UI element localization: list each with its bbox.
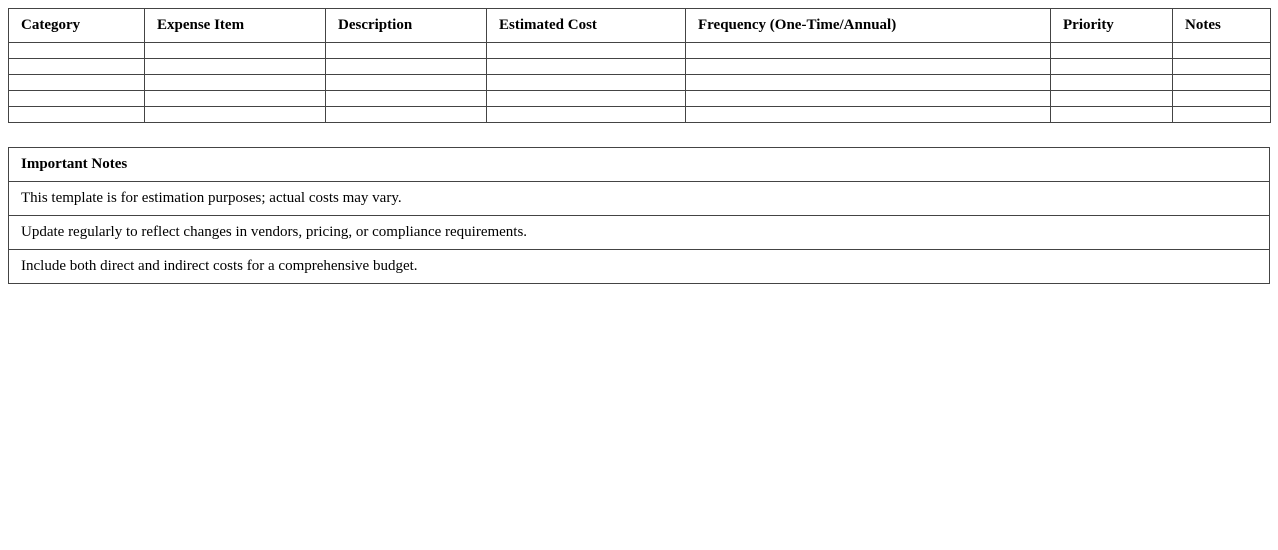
table-cell[interactable] (326, 107, 487, 123)
column-header-priority: Priority (1051, 9, 1173, 43)
table-cell[interactable] (1173, 75, 1271, 91)
table-cell[interactable] (1051, 43, 1173, 59)
table-cell[interactable] (487, 107, 686, 123)
table-row (9, 75, 1271, 91)
table-cell[interactable] (1173, 107, 1271, 123)
table-cell[interactable] (487, 75, 686, 91)
notes-title: Important Notes (9, 148, 1270, 182)
notes-row (9, 216, 1270, 250)
table-cell[interactable] (1173, 91, 1271, 107)
table-cell[interactable] (686, 91, 1051, 107)
table-cell[interactable] (145, 91, 326, 107)
table-cell[interactable] (1173, 59, 1271, 75)
important-notes-table (8, 147, 1270, 284)
table-cell[interactable] (1051, 107, 1173, 123)
column-header-estimated-cost: Estimated Cost (487, 9, 686, 43)
table-cell[interactable] (9, 43, 145, 59)
table-cell[interactable] (1051, 75, 1173, 91)
table-cell[interactable] (686, 75, 1051, 91)
table-cell[interactable] (326, 91, 487, 107)
note-item: This template is for estimation purposes; actual costs may vary. (9, 182, 1270, 216)
column-header-description: Description (326, 9, 487, 43)
table-cell[interactable] (326, 75, 487, 91)
table-cell[interactable] (9, 59, 145, 75)
table-cell[interactable] (487, 59, 686, 75)
table-cell[interactable] (1173, 43, 1271, 59)
table-cell[interactable] (145, 59, 326, 75)
table-cell[interactable] (487, 43, 686, 59)
table-cell[interactable] (145, 43, 326, 59)
table-cell[interactable] (326, 43, 487, 59)
notes-row (9, 182, 1270, 216)
budget-table (8, 8, 1271, 123)
column-header-frequency: Frequency (One-Time/Annual) (686, 9, 1051, 43)
table-cell[interactable] (686, 43, 1051, 59)
table-cell[interactable] (1051, 91, 1173, 107)
table-header-row (9, 9, 1271, 43)
notes-header-row (9, 148, 1270, 182)
table-row (9, 59, 1271, 75)
column-header-expense-item: Expense Item (145, 9, 326, 43)
notes-row (9, 250, 1270, 284)
table-cell[interactable] (686, 107, 1051, 123)
table-cell[interactable] (9, 91, 145, 107)
column-header-notes: Notes (1173, 9, 1271, 43)
table-cell[interactable] (686, 59, 1051, 75)
table-row (9, 43, 1271, 59)
table-cell[interactable] (9, 75, 145, 91)
column-header-category: Category (9, 9, 145, 43)
note-item: Include both direct and indirect costs for a comprehensive budget. (9, 250, 1270, 284)
table-row (9, 107, 1271, 123)
table-cell[interactable] (487, 91, 686, 107)
table-cell[interactable] (145, 107, 326, 123)
note-item: Update regularly to reflect changes in vendors, pricing, or compliance requirements. (9, 216, 1270, 250)
table-cell[interactable] (145, 75, 326, 91)
table-cell[interactable] (9, 107, 145, 123)
table-row (9, 91, 1271, 107)
table-cell[interactable] (326, 59, 487, 75)
table-cell[interactable] (1051, 59, 1173, 75)
